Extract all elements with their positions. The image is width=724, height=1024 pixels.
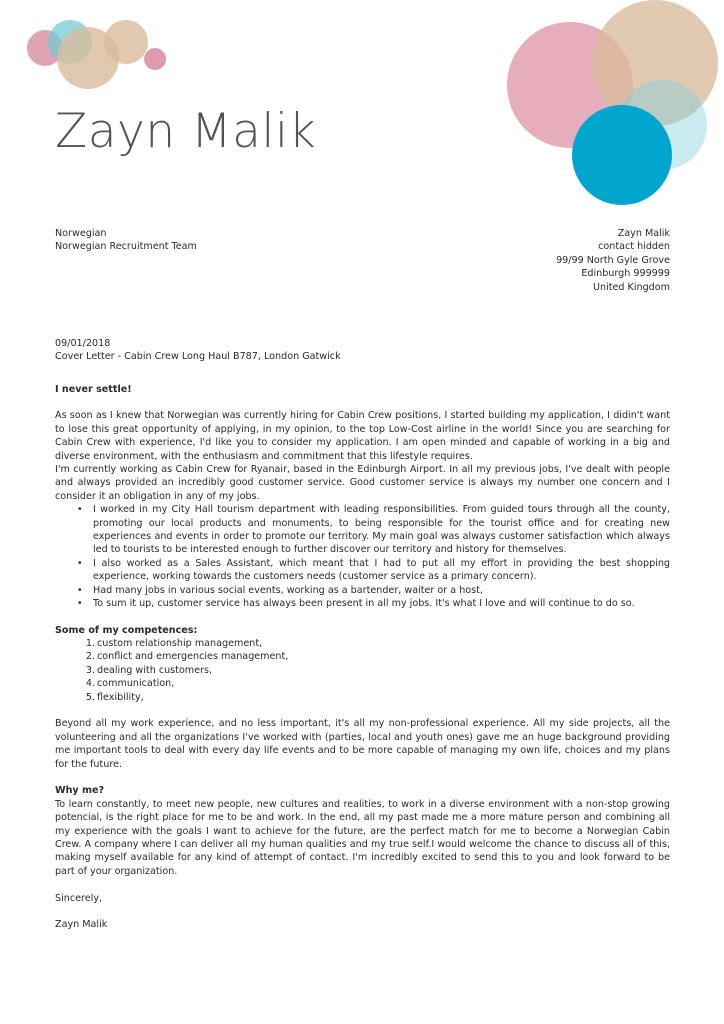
signature: Zayn Malik [55,919,108,931]
circle-tan-left-large [57,27,119,89]
competences-list [55,637,670,704]
list-item: • Had many jobs in various social events, working as a bartender, waiter or a host, [85,584,670,597]
spacer [55,704,670,717]
circle-cluster-right [507,0,718,205]
circle-cluster-left [27,20,166,89]
why-me-heading: Why me? [55,785,105,797]
list-item: • I worked in my City Hall tourism department with leading responsibilities. From guided tours through all the county, promoting our local products and monuments, to being responsible for the tourist office and for creating new experiences and events in order to promote our territory. My main goal was always customer satisfaction which always led to tourists to be interested enough to further discover our territory and history for themselves. [85,503,670,557]
paragraph-4: To learn constantly, to meet new people, new cultures and realities, to work in a diverse environment with a non-stop growing potencial, is the right place for me to be and work. In the end, all my past made me a more mature person and combining all my experience with the goals I want to achieve for the future, are the perfect match for me to become a Norwegian Cabin Crew. A company where I can deliver all my human qualities and my true self.I would welcome the chance to discuss all of this, making myself available for any kind of attempt of contact. I'm incredibly excited to send this to you and look forward to be part of your organization. [55,798,670,877]
circle-mint-right [617,80,707,170]
sender-address [556,227,670,294]
list-item: flexibility, [97,691,144,703]
spacer [55,878,670,891]
recipient-line: Norwegian Recruitment Team [55,241,197,253]
letter-subject: Cover Letter - Cabin Crew Long Haul B787, London Gatwick [55,351,341,363]
paragraph-3: Beyond all my work experience, and no less important, it's all my non-professional experience. All my side projects, all the volunteering and all the organizations I've worked with (parties, local and youth ones) gave me an huge background providing me important tools to deal with every day life events and to be more capable of managing my own life, choices and my plans for the future. [55,718,670,770]
sender-line: Edinburgh 999999 [581,268,670,280]
list-item: • I also worked as a Sales Assistant, which meant that I had to put all my effort in providing the best shopping experience, working towards the customers needs (customer service as a primary concern). [85,557,670,584]
recipient-address [55,227,197,254]
list-item: custom relationship management, [97,637,263,649]
circle-pink-dot [144,48,166,70]
spacer [55,771,670,784]
lead-in-heading: I never settle! [55,384,132,395]
competences-heading: Some of my competences: [55,624,198,636]
letter-date: 09/01/2018 [55,338,111,349]
circle-pink-small-left [27,30,63,66]
sign-off: Sincerely, [55,892,103,904]
paragraph-2: I'm currently working as Cabin Crew for Ryanair, based in the Edinburgh Airport. In all my previous jobs, I've dealt with people and always provided an incredibly good customer service. Good customer service is always my number one concern and I consider it an obligation in any of my jobs. [55,464,670,502]
experience-bullet-list [55,503,670,610]
address-block [55,227,670,294]
sender-line: United Kingdom [592,281,670,293]
sender-line: 99/99 North Gyle Grove [556,254,670,266]
circle-tan-right [592,0,718,126]
spacer [55,905,670,918]
recipient-line: Norwegian [55,228,107,239]
circle-tan-left-small [104,20,148,64]
page-title: Zayn Malik [55,104,317,159]
paragraph-1: As soon as I knew that Norwegian was currently hiring for Cabin Crew positions, I started building my application, I didin't want to lose this great opportunity of applying, in my opinion, to the top Low-Cost airline in the world! Since you are searching for Cabin Crew with experience, I'd like you to consider my application. I am open minded and capable of working in a big and diverse environment, with the enthusiasm and commitment that this lifestyle requires. [55,410,670,462]
list-item: communication, [97,678,175,690]
circle-pink-right [507,22,633,148]
circle-cyan-left [48,20,92,64]
sender-line: Zayn Malik [617,228,670,239]
list-item: • To sum it up, customer service has always been present in all my jobs. It's what I love and will continue to do so. [85,597,670,610]
sender-line: contact hidden [598,241,670,253]
list-item: dealing with customers, [97,664,213,676]
circle-cyan-front [572,105,672,205]
letter-body [55,383,670,932]
list-item: conflict and emergencies management, [97,651,289,663]
letter-meta [55,337,670,364]
